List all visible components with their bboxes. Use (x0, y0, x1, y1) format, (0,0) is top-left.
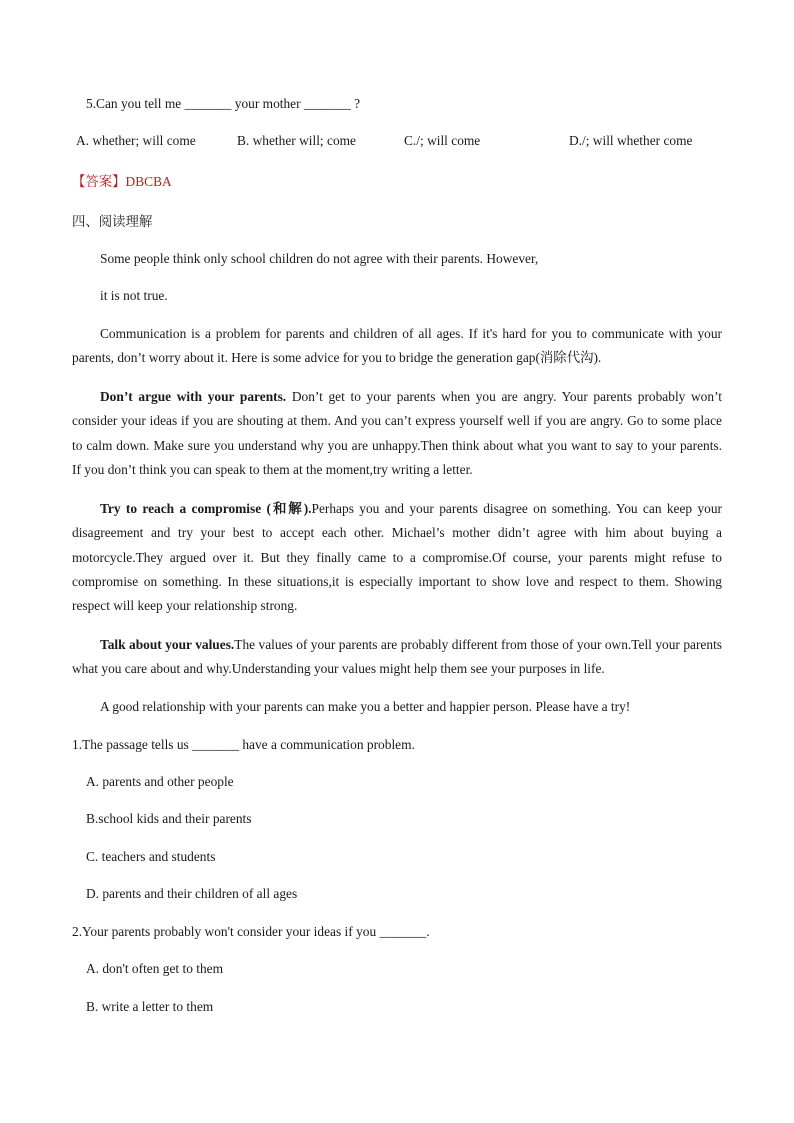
answer-key: 【答案】DBCBA (72, 174, 172, 189)
question-5-option-b: B. whether will; come (237, 133, 356, 148)
paragraph-4-body: Perhaps you and your parents disagree on something. You can keep your disagreement and try your best to accept each other. Michael’s mother didn’t agree with him about buying a motorcycle.They argued over it. But they finally came to a compromise.Of course, your parents might refuse to compromise on something. In these situations,it is especially important to show love and respect to them. Showing respect will keep your relationship strong. (72, 501, 723, 614)
section-title: 四、阅读理解 (72, 215, 153, 230)
question-1-stem: 1.The passage tells us _______ have a communication problem. (72, 737, 415, 752)
question-1-option-c: C. teachers and students (86, 849, 216, 864)
question-1-option-d: D. parents and their children of all ages (86, 886, 298, 901)
question-5-stem: 5.Can you tell me _______ your mother _______ ? (86, 96, 361, 111)
paragraph-5-heading: Talk about your values. (100, 637, 235, 652)
paragraph-4-heading: Try to reach a compromise (和解). (100, 501, 312, 516)
question-5-option-d: D./; will whether come (569, 133, 693, 148)
question-2-option-a: A. don't often get to them (86, 961, 224, 976)
paragraph-6: A good relationship with your parents can make you a better and happier person. Please have a try! (100, 699, 631, 714)
paragraph-5-body: The values of your parents are probably different from those of your own.Tell your parents what you care about and why.Understanding your values might help them see your purposes in life. (72, 637, 722, 677)
paragraph-1-line-1: Some people think only school children do not agree with their parents. However, (100, 251, 539, 266)
paragraph-3 (72, 385, 722, 482)
paragraph-5 (72, 633, 722, 682)
question-5-option-a: A. whether; will come (76, 133, 196, 148)
paragraph-3-heading: Don’t argue with your parents. (100, 389, 287, 404)
question-5-option-c: C./; will come (404, 133, 481, 148)
paragraph-4 (72, 497, 722, 618)
paragraph-3-body: Don’t get to your parents when you are angry. Your parents probably won’t consider your ideas if you are shouting at them. And you can’t express yourself well if you are angry. Go to some place to calm down. Make sure you understand why you are unhappy.Then think about what you want to say to your parents. If you don’t think you can speak to them at the moment,try writing a letter. (72, 389, 723, 477)
question-1-option-a: A. parents and other people (86, 774, 234, 789)
question-1-option-b: B.school kids and their parents (86, 811, 252, 826)
paragraph-2: Communication is a problem for parents and children of all ages. If it's hard for you to communicate with your parents, don’t worry about it. Here is some advice for you to bridge the generation gap(消除代沟). (72, 326, 722, 366)
paragraph-1-line-2: it is not true. (100, 288, 168, 303)
question-2-stem: 2.Your parents probably won't consider your ideas if you _______. (72, 924, 430, 939)
question-2-option-b: B. write a letter to them (86, 999, 214, 1014)
